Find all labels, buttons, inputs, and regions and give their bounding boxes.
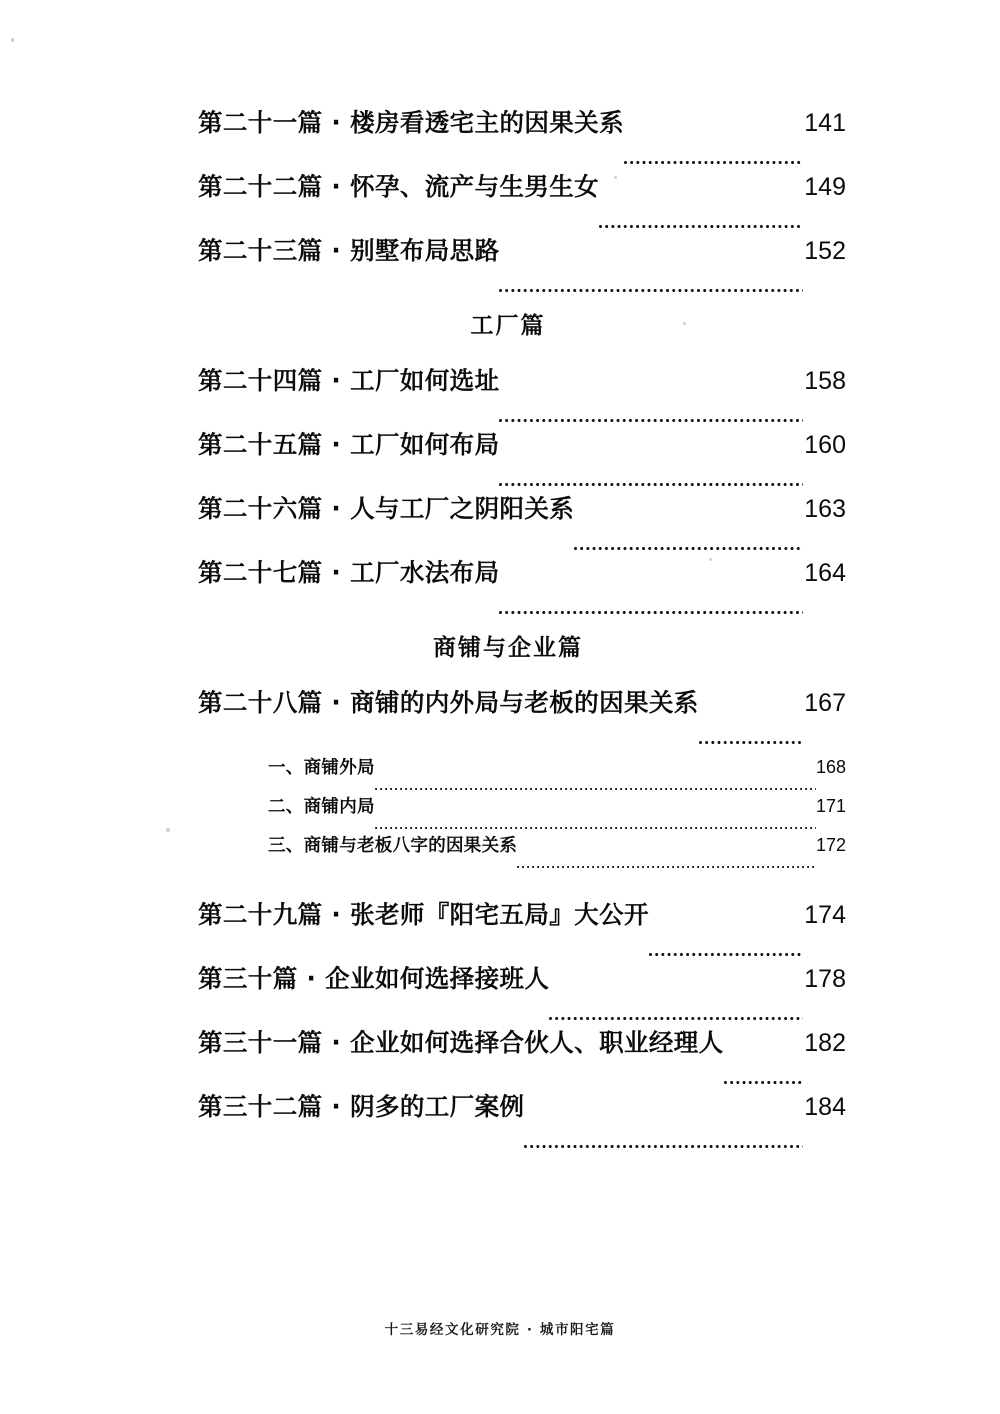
- toc-entry-page-number: 158: [804, 367, 846, 395]
- spacer: [198, 871, 846, 896]
- dot-leader: [599, 216, 803, 232]
- toc-subentry-title: 一、商铺外局: [268, 758, 375, 778]
- dot-leader: [724, 1072, 804, 1088]
- toc-entry[interactable]: [198, 1024, 846, 1088]
- toc-subentry-page-number: 172: [815, 835, 846, 855]
- toc-entry-page-number: 164: [804, 559, 846, 587]
- toc-entry-title: 第二十六篇 · 人与工厂之阴阳关系: [198, 494, 575, 523]
- toc-entry-page-number: 167: [804, 689, 846, 717]
- toc-subentry[interactable]: [268, 832, 846, 871]
- page-footer: 十三易经文化研究院 · 城市阳宅篇: [384, 1322, 616, 1338]
- toc-entry[interactable]: [198, 426, 846, 490]
- table-of-contents: [198, 104, 846, 1152]
- toc-entry-page-number: 184: [804, 1093, 846, 1121]
- toc-entry-title: 第三十篇 · 企业如何选择接班人: [198, 964, 550, 993]
- toc-entry-page-number: 141: [804, 109, 846, 137]
- toc-entry-title: 第二十三篇 · 别墅布局思路: [198, 236, 500, 265]
- toc-subentry-title: 二、商铺内局: [268, 797, 375, 817]
- toc-subentry[interactable]: [268, 754, 846, 793]
- dot-leader: [499, 410, 803, 426]
- toc-entry-page-number: 160: [804, 431, 846, 459]
- toc-entry-title: 第二十七篇 · 工厂水法布局: [198, 558, 500, 587]
- toc-entry[interactable]: [198, 554, 846, 618]
- toc-subentry-title: 三、商铺与老板八字的因果关系: [268, 836, 518, 856]
- toc-entry[interactable]: [198, 104, 846, 168]
- dot-leader: [574, 538, 803, 554]
- toc-entry-page-number: 178: [804, 965, 846, 993]
- dot-leader: [649, 944, 803, 960]
- toc-entry-page-number: 149: [804, 173, 846, 201]
- toc-entry-title: 第三十二篇 · 阴多的工厂案例: [198, 1092, 525, 1121]
- toc-entry[interactable]: [198, 490, 846, 554]
- dot-leader: [499, 474, 803, 490]
- section-heading: 商铺与企业篇: [433, 635, 583, 661]
- dot-leader: [499, 280, 803, 296]
- toc-entry-page-number: 174: [804, 901, 846, 929]
- toc-entry[interactable]: [198, 896, 846, 960]
- toc-entry[interactable]: [198, 232, 846, 296]
- toc-entry[interactable]: [198, 168, 846, 232]
- dot-leader: [375, 820, 816, 832]
- scan-speckle: [166, 828, 170, 832]
- toc-subentry-page-number: 168: [815, 757, 846, 777]
- toc-entry-title: 第二十一篇 · 楼房看透宅主的因果关系: [198, 108, 624, 137]
- toc-entry-title: 第二十五篇 · 工厂如何布局: [198, 430, 500, 459]
- toc-entry-title: 第三十一篇 · 企业如何选择合伙人、职业经理人: [198, 1028, 724, 1057]
- toc-entry[interactable]: [198, 960, 846, 1024]
- toc-entry[interactable]: [198, 684, 846, 748]
- dot-leader: [517, 859, 816, 871]
- dot-leader: [375, 781, 816, 793]
- toc-entry-page-number: 182: [804, 1029, 846, 1057]
- dot-leader: [624, 152, 803, 168]
- scan-speckle: [11, 38, 14, 42]
- toc-entry-page-number: 163: [804, 495, 846, 523]
- dot-leader: [524, 1136, 803, 1152]
- toc-entry-page-number: 152: [804, 237, 846, 265]
- dot-leader: [549, 1008, 803, 1024]
- toc-subentry[interactable]: [268, 793, 846, 832]
- toc-entry-title: 第二十八篇 · 商铺的内外局与老板的因果关系: [198, 688, 699, 717]
- dot-leader: [699, 732, 804, 748]
- toc-entry-title: 第二十四篇 · 工厂如何选址: [198, 366, 500, 395]
- toc-entry-title: 第二十二篇 · 怀孕、流产与生男生女: [198, 172, 600, 201]
- dot-leader: [499, 602, 803, 618]
- section-heading: 工厂篇: [470, 313, 546, 339]
- toc-subentry-page-number: 171: [815, 796, 846, 816]
- toc-entry[interactable]: [198, 1088, 846, 1152]
- toc-entry-title: 第二十九篇 · 张老师『阳宅五局』大公开: [198, 900, 649, 929]
- toc-entry[interactable]: [198, 362, 846, 426]
